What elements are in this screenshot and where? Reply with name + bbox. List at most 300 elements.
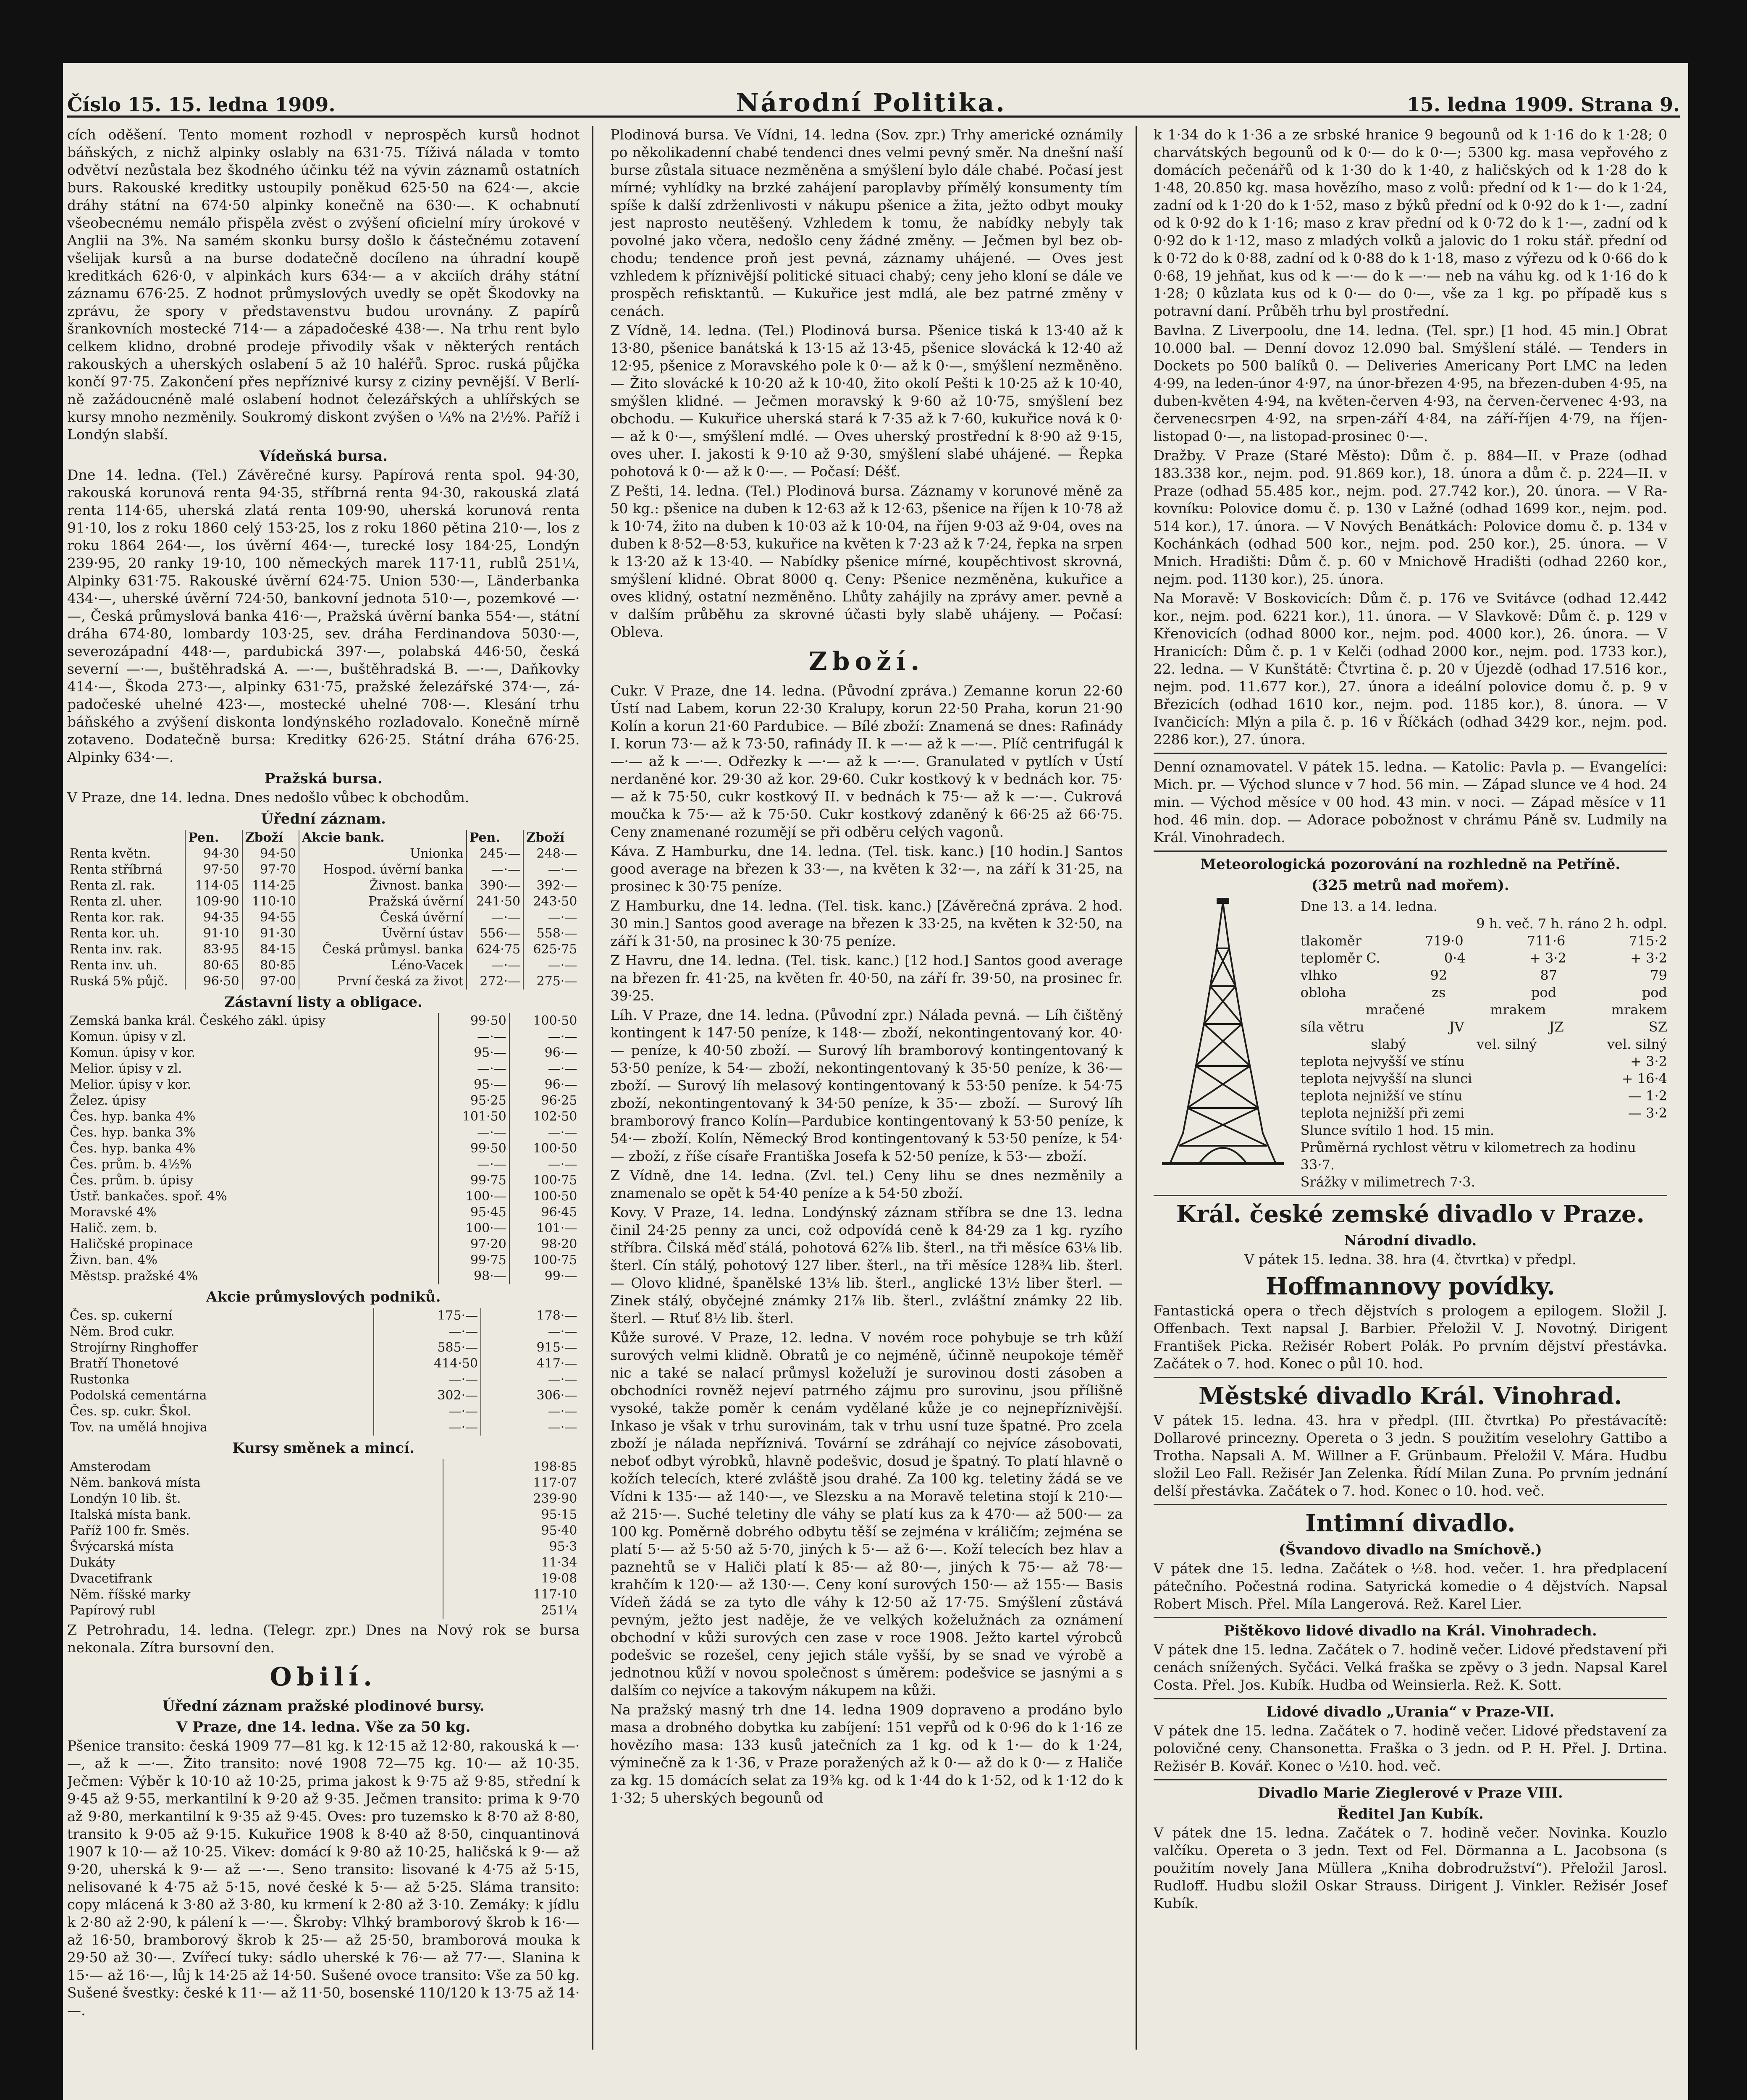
meteo-cell: mrakem	[1490, 1002, 1546, 1018]
table-row	[67, 1013, 580, 1029]
heading-industry: Akcie průmyslových podniků.	[206, 1289, 441, 1305]
table-cell: 624·75	[467, 942, 523, 958]
urania-theatre-title: Lidové divadlo „Urania“ v Praze-VII.	[1266, 1704, 1555, 1720]
table-row	[67, 1061, 580, 1077]
table-cell: 94·35	[185, 910, 242, 926]
table-cell: —·—	[438, 1029, 509, 1045]
meteo-cell: zs	[1432, 984, 1446, 1000]
table-row	[67, 1404, 580, 1420]
table-cell: 178·—	[536, 1308, 577, 1323]
table-row	[67, 1029, 580, 1045]
heading-prague-bourse: Pražská bursa.	[264, 770, 383, 787]
table-cell: 84·15	[242, 942, 299, 958]
column-3	[1154, 126, 1680, 2050]
meteo-cell: 87	[1540, 967, 1558, 983]
theatre-title: Král. české zemské divadlo v Praze.	[1176, 1200, 1645, 1228]
table-cell: —·—	[548, 958, 577, 973]
table-cell: 83·95	[185, 942, 242, 958]
table-cell: Dvacetifrank	[67, 1571, 443, 1587]
divider	[1154, 1779, 1667, 1780]
table-cell: —·—	[548, 1157, 577, 1172]
table-cell: 91·30	[242, 926, 299, 942]
table-row	[67, 1093, 580, 1109]
national-theatre: Národní divadlo.	[1344, 1232, 1477, 1249]
table-cell: 95·45	[438, 1205, 509, 1221]
table-row	[67, 1189, 580, 1205]
meteo-temp-row	[1301, 1053, 1667, 1070]
table-header-cell	[67, 830, 185, 846]
table-cell: 95·40	[541, 1523, 577, 1538]
table-cell: 97·70	[242, 862, 299, 878]
table-cell: 98·20	[541, 1237, 577, 1252]
table-cell: Něm. říšské marky	[67, 1587, 443, 1603]
meteo-data	[1301, 898, 1667, 1191]
meteo-header: 9 h. več. 7 h. ráno 2 h. odpl.	[1476, 916, 1667, 932]
pistek-theatre-title: Pištěkovo lidové divadlo na Král. Vinohradech.	[1223, 1622, 1597, 1639]
article-auctions-moravia: Na Moravě: V Boskovicích: Dům č. p. 176 ve Svitávce (odhad 12.442 kor., nejm. pod. 6221 kor.), 11. února. — V Slavkově: Dům č. p. 129 v Křenovicích (odhad 8000 kor., nejm. pod. 4000 kor.), 26. února. — V Hranicích: Dům č. p. 1 v Kelči (odhad 2000 kor., nejm. pod. 1733 kor.), 22. ledna. — V Kunštátě: Čtvrtina č. p. 20 v Újezdě (odhad 17.516 kor., nejm. pod. 11.677 kor.), 27. února a ideální polovice domu č. p. 9 v Březicích (odhad 1610 kor., nejm. pod. 1185 kor.), 8. února. — V Ivančicích: Mlýn a pila č. p. 16 v Říčkách (odhad 3429 kor., nejm. pod. 2286 kor.), 27. února.	[1153, 590, 1667, 748]
article-coffee-hamburg-2: Z Hamburku, dne 14. ledna. (Tel. tisk. kanc.) [Závěrečná zpráva. 2 hod. 30 min.] Santos good average na březen k 33·25, na květen k 32·50, na září k 31·50, na prosinec k 30·75 peníze.	[610, 898, 1123, 949]
table-cell: Čes. sp. cukr. Škol.	[67, 1404, 374, 1420]
table-cell: —·—	[548, 1029, 577, 1044]
table-cell: 80·85	[242, 958, 299, 974]
table-cell: Čes. prům. b. 4½%	[67, 1157, 438, 1173]
table-cell: —·—	[548, 862, 577, 877]
table-cell: 248·—	[536, 846, 577, 861]
table-cell: 272·—	[467, 974, 523, 990]
table-cell: Melior. úpisy v zl.	[67, 1061, 438, 1077]
article-bourse-intro: cích oděšení. Tento moment rozhodl v neprospěch kursů hodnot báňských, z nichž alpinky oslably na 631·75. Tíživá nálada v tomto odvětví nezůstala bez škodného účinku též na vývin záznamů ostatních burs. Rakouské kreditky ustoupily poněkud 625·50 na 624·—, akcie dráhy státní na 674·50 alpinky konečně na 630·—. K ochabnutí všeobecnému nemálo přispěla zvěst o zvýšení oficielní míry úrokové v Anglii na 3%. Na samém skonku bursy došlo k částečnému zotavení všelijak kursů a na burse dodatečně docíleno na úhradní koupě kreditkách 626·0, v alpinkách kurs 634·— a v akciích dráhy státní záznamu 676·25. Z hodnot průmyslových uvedly se opět Škodovky na zprávu, že spory v představenstvu budou urovnány. Z papírů šrankovních mostecké 714·— a západočeské 438·—. Na trhu rent bylo celkem klidno, drobné prodeje přivodily však v některých rentách rakouských a uherských oslabení 5 až 10 haléřů. Sproc. ruská půjčka končí 97·75. Zakončení přes nepříznivé kursy z ciziny pevnější. V Berlíně zažádoucnéně malé oslabení hodnot čelezářských a uhlířských se kursy mnoho nezměnily. Soukromý diskont zvýšen o ¼% na 2½%. Paříž i Londýn slabší.	[67, 126, 580, 443]
table-cell: 101·—	[536, 1221, 577, 1236]
meteo-cell: vlhko	[1300, 967, 1338, 983]
table-cell: 95·3	[549, 1539, 577, 1554]
table-cell: Česká průmysl. banka	[299, 942, 467, 958]
table-cell: Podolská cementárna	[67, 1388, 374, 1404]
table-row	[67, 1236, 580, 1252]
table-cell: Zemská banka král. Českého zákl. úpisy	[67, 1013, 438, 1029]
table-row	[67, 894, 580, 910]
table-cell: 243·50	[533, 894, 577, 909]
table-cell: 251¼	[540, 1603, 577, 1618]
meteo-cell: 719·0	[1425, 933, 1464, 949]
petrin-tower-illustration	[1154, 898, 1292, 1167]
table-row	[67, 1539, 580, 1555]
table-cell: Něm. Brod cukr.	[67, 1324, 374, 1340]
table-cell: Haličské propinace	[67, 1236, 438, 1252]
table-cell: Renta zl. uher.	[67, 894, 185, 910]
vinohrady-theatre-body: V pátek 15. ledna. 43. hra v předpl. (III. čtvrtka) Po přestávacítě: Dollarové princezny. Opereta o 3 jedn. S použitím veselohry Gattibo a Trotha. Napsali A. M. Willner a F. Grünbaum. Přeložil V. Mára. Hudbu složil Leo Fall. Režisér Jan Zelenka. Řídí Milan Zuna. Po prvním jednání delší přestávka. Začátek o 7. hod. Konec o 10. hod. več.	[1153, 1412, 1667, 1499]
meteo-temp-cell: teplota nejvyšší na slunci	[1300, 1071, 1472, 1087]
table-cell: Čes. sp. cukerní	[67, 1308, 374, 1324]
table-cell: 96·25	[541, 1093, 577, 1108]
table-cell: 114·05	[185, 878, 242, 894]
table-row	[67, 1308, 580, 1324]
meteo-cell: + 3·2	[1630, 950, 1667, 966]
table-cell: Čes. hyp. banka 3%	[67, 1125, 438, 1141]
table-cell: Čes. prům. b. úpisy	[67, 1173, 438, 1189]
table-row	[67, 1340, 580, 1356]
table-cell: Italská místa bank.	[67, 1507, 443, 1523]
table-cell: 556·—	[467, 926, 523, 942]
table-row	[67, 1388, 580, 1404]
table-cell: 99·—	[544, 1269, 577, 1284]
table-row	[67, 1109, 580, 1125]
table-cell: 239·90	[533, 1491, 577, 1506]
meteo-temp-cell: teplota nejvyšší ve stínu	[1300, 1053, 1465, 1069]
table-cell: 245·—	[467, 846, 523, 862]
masthead	[67, 88, 1680, 118]
meteo-temp-row	[1301, 1105, 1667, 1122]
table-cell: Čes. hyp. banka 4%	[67, 1109, 438, 1125]
table-cell: 95·25	[438, 1093, 509, 1109]
table-row	[67, 1141, 580, 1157]
table-row	[67, 1125, 580, 1141]
table-cell: Úvěrní ústav	[299, 926, 467, 942]
table-cell: 198·85	[533, 1460, 577, 1474]
table-cell: Rustonka	[67, 1372, 374, 1388]
table-cell: Ruská 5% půjč.	[67, 974, 185, 990]
table-cell: 625·75	[533, 942, 577, 957]
table-cell: 95·—	[438, 1077, 509, 1093]
table-row	[67, 1077, 580, 1093]
meteo-cell: slabý	[1371, 1036, 1406, 1052]
table-cell: 99·50	[438, 1141, 509, 1157]
column-1	[67, 126, 593, 2050]
table-row	[67, 1324, 580, 1340]
table-cell: Komun. úpisy v zl.	[67, 1029, 438, 1045]
industry-table	[67, 1308, 580, 1436]
table-cell: Komun. úpisy v kor.	[67, 1045, 438, 1061]
table-cell: 19·08	[541, 1571, 577, 1586]
table-cell: —·—	[548, 1061, 577, 1076]
article-pest-produce: Z Pešti, 14. ledna. (Tel.) Plodinová bursa. Záznamy v korunové měně za 50 kg.: pšenice na duben k 12·63 až k 12·63, pšenice na říjen k 10·78 až k 10·74, žito na duben k 10·03 až k 10·04, na říjen 9·03 až 9·04, oves na duben k 8·52—8·53, kukuřice na květen k 7·23 až k 7·24, řepka na srpen k 13·20 až k 13·40. — Nabídky pšenice mírné, koupěchtivost skrovná, smýšlení klidné. Obrat 8000 q. Ceny: Pšenice nezměněna, kukuřice a oves klidný, ostatní nezměněno. Lhůty zahájily na zprávy amer. pevně a v dalším průběhu za skrovné účasti byly slabě uhájeny. — Počasí: Obleva.	[610, 483, 1123, 640]
divider	[1154, 850, 1667, 852]
table-header-cell: Pen.	[185, 830, 242, 846]
meteo-cell: SZ	[1648, 1019, 1667, 1035]
article-vienna-produce: Plodinová bursa. Ve Vídni, 14. ledna (Sov. zpr.) Trhy americké oznámily po několikadenní chabé tendenci dnes velmi pevný směr. Na dnešní naší burse zůstala situace nezměněna a smýšlení bylo dále chabé. Počasí jest mírné; vyhlídky na brzké zahájení paroplavby přímělý konsumenty tím spíše k další zdrženlivosti v nákupu pšenice a žita, ježto odbyt mouky jest naprosto neutěšený. Vzhledem k tomu, že nabídky nebyly tak povolné jako včera, nedošlo ceny žádné změny. — Ječmen byl bez obchodu; tendence proň jest pevná, záznamy uhájené. — Oves jest vzhledem k příznivější politické situaci chabý; ceny jeho kloní se dále ve prospěch refisktantů. — Kukuřice jest mdlá, ale bez patrné změny v cenách.	[610, 126, 1123, 319]
meteo-row	[1301, 932, 1667, 950]
table-cell: 91·10	[185, 926, 242, 942]
divider	[1154, 1377, 1667, 1378]
urania-theatre-body: V pátek dne 15. ledna. Začátek o 7. hodině večer. Lidové představení za polovičné ceny. Chansonetta. Fraška o 3 jedn. od P. H. Přel. J. Drtina. Režisér B. Kovář. Konec o ½10. hod. več.	[1153, 1722, 1667, 1774]
meteo-temp-cell: + 16·4	[1621, 1071, 1667, 1087]
heading-vienna-bourse: Vídeňská bursa.	[259, 448, 388, 465]
table-cell: —·—	[438, 1157, 509, 1173]
table-cell: 102·50	[533, 1109, 577, 1124]
article-sugar: Cukr. V Praze, dne 14. ledna. (Původní zpráva.) Zemanne korun 22·60 Ústí nad Labem, korun 22·30 Kralupy, korun 22·50 Praha, korun 21·90 Kolín a korun 21·60 Pardubice. — Bílé zboží: Znamená se dnes: Rafinády I. korun 73·— až k 73·50, rafinády II. k —·— až k —·—. Plíč centrifugál k —·— až k —·—. Odřezky k —·— až k —·—. Granulated v pytlích v Ústí nerdaněné kor. 29·30 až kor. 29·60. Cukr kostkový k v bednách kor. 75·— až k 75·50, cukr kostkový II. v bednách k 75·— až k —·—. Cukrová moučka k 75·— až k 75·50. Cukr kostkový zdaněný k 66·25 až 66·75. Ceny znamenané rozumějí se při odběru celých vagonů.	[610, 682, 1123, 840]
table-cell: Papírový rubl	[67, 1603, 443, 1619]
table-cell: 101·50	[438, 1109, 509, 1125]
table-cell: —·—	[548, 1372, 577, 1387]
table-cell: Hospod. úvěrní banka	[299, 862, 467, 878]
pistek-theatre-body: V pátek dne 15. ledna. Začátek o 7. hodině večer. Lidové představení při cenách snížených. Syčáci. Velká fraška se zpěvy o 3 jedn. Napsal Karel Costa. Přel. Jos. Kubík. Hudba od Weinsierla. Rež. K. Sott.	[1153, 1641, 1667, 1693]
exchange-table	[67, 1459, 580, 1619]
play-title: Hoffmannovy povídky.	[1265, 1273, 1555, 1300]
table-cell: 99·75	[438, 1173, 509, 1189]
table-row	[67, 1268, 580, 1284]
table-cell: První česká za život	[299, 974, 467, 990]
play-description: Fantastická opera o třech dějstvích s prologem a epilogem. Složil J. Offenbach. Text napsal J. Barbier. Přeložil V. J. Novotný. Dirigent František Picka. Režisér Robert Polák. Po prvním dějství přestávka. Začátek o 7. hod. Konec o půl 10. hod.	[1153, 1302, 1667, 1372]
table-row	[67, 958, 580, 974]
table-cell: Renta inv. uh.	[67, 958, 185, 974]
meteo-cell: obloha	[1300, 984, 1346, 1000]
meteo-row	[1301, 967, 1667, 984]
meteo-temp-cell: + 3·2	[1630, 1053, 1667, 1069]
table-row	[67, 1045, 580, 1061]
meteo-cell: 715·2	[1629, 933, 1667, 949]
meteo-row	[1301, 1018, 1667, 1036]
table-row	[67, 1491, 580, 1507]
meteo-sun: Slunce svítilo 1 hod. 15 min.	[1300, 1122, 1495, 1138]
table-cell: 109·90	[185, 894, 242, 910]
table-cell: 114·25	[242, 878, 299, 894]
table-row	[67, 878, 580, 894]
table-cell: Paříž 100 fr. Směs.	[67, 1523, 443, 1539]
table-cell: —·—	[438, 1125, 509, 1141]
table-cell: 100·50	[533, 1141, 577, 1156]
meteo-cell: mrakem	[1611, 1002, 1667, 1018]
meteo-row	[1301, 950, 1667, 967]
divider	[1154, 1698, 1667, 1699]
table-cell: 97·20	[438, 1236, 509, 1252]
columns	[67, 126, 1680, 2050]
meteo-cell: 79	[1650, 967, 1667, 983]
article-hides: Kůže surové. V Praze, 12. ledna. V novém roce pohybuje se trh kůží surových velmi klidně. Obratů je co nejméně, účinně neupokoje téměř nic a také se nalací průmysl koželuží je surovinou dosti zásoben a obchodníci rovněž nejeví patrného zájmu pro surovinu, jsou přílišně vysoké, takže poměr k cenám vydělané kůže je co nejnepříznivější. Inkaso je však v trhu surovinám, tak v trhu usní tuze špatné. Pro zcela zboží je nálada nepříznivá. Tovární se zdráhají co nejvíce zásobovati, neboť odbyt výrobků, hlavně podešvic, dosud je špatný. To platí hlavně o kožích telecích, které zvláště jsou drahé. Za 100 kg. teletiny žádá se ve Vídni k 135·— až 140·—, ve Slezsku a na Moravě teletina stojí k 210·— až 215·—. Suché teletiny dle váhy se platí kus za k 470·— až 500·— za 100 kg. Poměrně dobrého odbytu těší se zejména v králičím; zejména se platí 5·— až 5·50 až 5·70, jiných k 5·— až 6·—. Koží telecích bez hlav a paznehtů se v Haliči platí k 85·— až 80·—, jiných k 75·— až 78·— krahčím k 120·— až 130·—. Ceny koní surových 150·— až 155·— Basis Vídeň žádá se za tyto dle váhy k 12·50 až 17·75. Smýšlení zůstává pevným, ježto jest naděje, že ve velkých koželužnách za oznámení obchodní v kůži surových cen zase v roce 1908. Ježto kartel výrobců podešvic se rozešel, ceny jejich stále vyšší, by se snad ve výrobě a jednotnou kůží v novou společnost s úměrem: podešvice se jasnými a s dalším co nejvíce a takovým nákupem na kůži.	[610, 1329, 1123, 1698]
table-cell: 390·—	[467, 878, 523, 894]
table-row	[67, 1252, 580, 1268]
table-cell: 100·50	[533, 1189, 577, 1204]
table-cell: 110·10	[242, 894, 299, 910]
table-cell: Renta květn.	[67, 846, 185, 862]
meteo-block	[1154, 898, 1667, 1191]
meteo-row	[1301, 1001, 1667, 1018]
table-cell: 95·15	[541, 1507, 577, 1522]
meteo-cell: vel. silný	[1607, 1036, 1667, 1052]
intimate-theatre-title: Intimní divadlo.	[1305, 1509, 1516, 1537]
divider	[1154, 1617, 1667, 1618]
table-cell: —·—	[374, 1372, 481, 1388]
table-cell: 97·50	[185, 862, 242, 878]
table-cell: Dukáty	[67, 1555, 443, 1571]
table-cell: 96·45	[541, 1205, 577, 1220]
table-cell: 94·30	[185, 846, 242, 862]
table-cell: 100·50	[533, 1013, 577, 1028]
table-cell: 95·—	[438, 1045, 509, 1061]
meteo-temp-cell: teplota nejnižší při zemi	[1300, 1105, 1465, 1121]
meteo-temp-cell: — 1·2	[1628, 1088, 1667, 1104]
article-cotton: Bavlna. Z Liverpoolu, dne 14. ledna. (Tel. spr.) [1 hod. 45 min.] Obrat 10.000 bal. — Denní dovoz 12.090 bal. Smýšlení stálé. — Tenders in Dockets po 500 balíků 0. — Deliveries Americany Port LMC na leden 4·99, na leden-únor 4·97, na únor-březen 4·95, na březen-duben 4·95, na duben-květen 4·94, na květen-červen 4·93, na červen-červenec 4·93, na červenecsrpen 4·92, na srpen-září 4·84, na září-říjen 4·79, na říjen-listopad 0·—, na listopad-prosinec 0·—.	[1153, 322, 1667, 444]
table-cell: 11·34	[541, 1555, 577, 1570]
column-2	[610, 126, 1136, 2050]
table-cell: —·—	[548, 1324, 577, 1339]
table-cell: —·—	[374, 1404, 481, 1420]
meteo-temp-cell: teplota nejnižší ve stínu	[1300, 1088, 1463, 1104]
table-cell: Moravské 4%	[67, 1205, 438, 1221]
table-row	[67, 846, 580, 862]
table-cell: 306·—	[536, 1388, 577, 1403]
article-prague-bourse: V Praze, dne 14. ledna. Dnes nedošlo vůbec k obchodům.	[67, 789, 470, 806]
article-vienna-produce-tel: Z Vídně, 14. ledna. (Tel.) Plodinová bursa. Pšenice tiská k 13·40 až k 13·80, pšenice banátská k 13·15 až 13·45, pšenice slovácká k 12·40 až 12·95, pšenice z Moravského pole k 0·— až k 0·—, smýšlení nezměněno. — Žito slovácké k 10·20 až k 10·40, žito okolí Pešti k 10·25 až k 10·40, smýšlen klidné. — Ječmen moravský k 9·60 až 10·75, smýšlení bez obchodu. — Kukuřice uherská stará k 7·35 až k 7·60, kukuřice nová k 0·— až k 0·—, smýšlení mdlé. — Oves uherský prostřední k 8·90 až 9·15, oves uher. I. jakosti k 9·10 až 9·30, smýšlení slabé uhájené. — Řepka pohotová k 0·— až k 0·—. — Počasí: Déšť.	[610, 322, 1123, 480]
table-cell: 80·65	[185, 958, 242, 974]
table-cell: 99·75	[438, 1252, 509, 1268]
table-cell: Čes. hyp. banka 4%	[67, 1141, 438, 1157]
meteo-title: Meteorologická pozorování na rozhledně na Petříně.	[1200, 856, 1621, 873]
table-row	[67, 974, 580, 990]
ziegler-theatre-subtitle: Ředitel Jan Kubík.	[1337, 1806, 1484, 1822]
table-cell: 100·—	[438, 1221, 509, 1236]
theatre-date: V pátek 15. ledna. 38. hra (4. čtvrtka) v předpl.	[1244, 1251, 1576, 1268]
meteo-cell: JV	[1449, 1019, 1464, 1035]
rates-table	[67, 830, 580, 990]
table-cell: 275·—	[536, 974, 577, 989]
heading-bonds: Zástavní listy a obligace.	[224, 994, 422, 1011]
page-number: 15. ledna 1909. Strana 9.	[1406, 93, 1680, 116]
meteo-date: Dne 13. a 14. ledna.	[1300, 898, 1437, 914]
divider	[1154, 1195, 1667, 1196]
table-row	[67, 1523, 580, 1539]
vinohrady-theatre-title: Městské divadlo Král. Vinohrad.	[1198, 1382, 1622, 1410]
table-cell: Renta zl. rak.	[67, 878, 185, 894]
article-spirits-vienna: Z Vídně, dne 14. ledna. (Zvl. tel.) Ceny lihu se dnes nezměnily a znamenalo se opět k 54·40 peníze a k 54·50 zboží.	[610, 1167, 1123, 1201]
table-row	[67, 1507, 580, 1523]
table-header-cell: Pen.	[467, 830, 523, 846]
table-cell: 117·10	[533, 1587, 577, 1602]
heading-official-record: Úřední záznam.	[261, 811, 386, 827]
meteo-row	[1301, 1036, 1667, 1053]
intimate-theatre-subtitle: (Švandovo divadlo na Smíchově.)	[1278, 1541, 1542, 1558]
table-cell: Renta stříbrná	[67, 862, 185, 878]
table-cell: Ústř. bankačes. spoř. 4%	[67, 1189, 438, 1205]
table-header-row	[67, 830, 580, 846]
article-auctions: Dražby. V Praze (Staré Město): Dům č. p. 884—II. v Praze (odhad 183.338 kor., nejm. pod. 91.869 kor.), 18. února a dům č. p. 224—II. v Praze (odhad 55.485 kor., nejm. pod. 27.742 kor.), 20. února. — V Rakovníku: Polovice domu č. p. 130 v Lažné (odhad 1699 kor., nejm. pod. 514 kor.), 17. února. — V Nových Benátkách: Polovice domu č. p. 134 v Kochánkách (odhad 500 kor., nejm. pod. 250 kor.), 25. února. — V Mnich. Hradišti: Dům č. p. 60 v Mnichově Hradišti (odhad 2260 kor., nejm. pod. 1130 kor.), 25. února.	[1153, 447, 1667, 587]
table-cell: 97·00	[242, 974, 299, 990]
meteo-row	[1301, 984, 1667, 1001]
meteo-cell: + 3·2	[1529, 950, 1566, 966]
meteo-cell: teploměr C.	[1300, 950, 1380, 966]
table-row	[67, 1356, 580, 1372]
table-row	[67, 1603, 580, 1619]
table-cell: —·—	[548, 1420, 577, 1435]
article-meat-market: Na pražský masný trh dne 14. ledna 1909 dopraveno a prodáno bylo masa a drobného dobytka ku zabíjení: 151 vepřů od k 0·96 do k 1·16 ze hovězího masa: 133 kusů jatečních za 1 kg. od k 1·— do k 1·24, výminečně za k 1·36, v Praze poražených až k 0·— až do k 0·— z Haliče za kg. 15 domácích selat za 19⅜ kg. od k 1·44 do k 1·52, od k 1·12 do k 1·32; 5 uherských begounů od	[610, 1701, 1123, 1806]
table-row	[67, 1205, 580, 1221]
table-row	[67, 1157, 580, 1173]
heading-exchange: Kursy směnek a mincí.	[232, 1440, 414, 1457]
table-cell: Živnost. banka	[299, 878, 467, 894]
meteo-cell: JZ	[1549, 1019, 1564, 1035]
newspaper-title: Národní Politika.	[736, 88, 1006, 118]
meteo-wind: Průměrná rychlost větru v kilometrech za hodinu 33·7.	[1300, 1139, 1636, 1173]
meteo-temp-row	[1301, 1070, 1667, 1087]
table-cell: Česká úvěrní	[299, 910, 467, 926]
meteo-cell: 711·6	[1527, 933, 1566, 949]
table-cell: 96·—	[544, 1077, 577, 1092]
table-cell: Strojírny Ringhoffer	[67, 1340, 374, 1356]
table-cell: Něm. banková místa	[67, 1475, 443, 1491]
meteo-cell: pod	[1531, 984, 1557, 1000]
table-cell: 585·—	[374, 1340, 481, 1356]
table-cell: Renta kor. rak.	[67, 910, 185, 926]
table-cell: 96·50	[185, 974, 242, 990]
meteo-cell: 0·4	[1444, 950, 1466, 966]
table-cell: 100·—	[438, 1189, 509, 1205]
table-cell: Želez. úpisy	[67, 1093, 438, 1109]
table-row	[67, 1420, 580, 1436]
meteo-cell: vel. silný	[1477, 1036, 1537, 1052]
table-cell: 117·07	[533, 1475, 577, 1490]
article-vienna-bourse: Dne 14. ledna. (Tel.) Závěrečné kursy. Papírová renta spol. 94·30, rakouská korunová renta 94·35, stříbrná renta 94·30, rakouská zlatá renta 114·65, uherská zlatá renta 109·90, uherská korunová renta 91·10, los z roku 1860 celý 153·25, los z roku 1860 pětina 210·—, los z roku 1864 264·—, los úvěrní 464·—, turecké losy 184·25, Londýn 239·95, 20 ranky 19·10, 100 německých marek 117·11, rublů 251¼, Alpinky 631·75. Rakouské úvěrní 624·75. Union 530·—, Länderbanka 434·—, uherské úvěrní 724·50, bankovní jednota 510·—, pozemkové —·—, Česká průmyslová banka 416·—, Pražská úvěrní banka 554·—, státní dráha 674·80, lombardy 103·25, sev. dráha Ferdinandova 5030·—, severozápadní 448·—, pardubická 397·—, polabská 446·50, česká severní —·—, buštěhradská A. —·—, buštěhradská B. —·—, Daňkovky 414·—, Škoda 273·—, alpinky 631·75, pražské železářské 374·—, západočeské uhelné 423·—, mostecké uhelné 708·—. Klesání trhu báňského a zvýšení diskonta londýnského rozladovalo. Konečně mírně zotaveno. Dodatečně bursa: Kreditky 626·25. Státní dráha 676·25. Alpinky 634·—.	[67, 467, 580, 765]
ziegler-theatre-title: Divadlo Marie Zieglerové v Praze VIII.	[1257, 1785, 1563, 1801]
section-grain: Obilí.	[270, 1662, 377, 1692]
meteo-cell: pod	[1642, 984, 1667, 1000]
meteo-subtitle: (325 metrů nad mořem).	[1311, 877, 1509, 894]
daily-notice: Denní oznamovatel. V pátek 15. ledna. — Katolic: Pavla p. — Evangelíci: Mich. pr. — Východ slunce v 7 hod. 56 min. — Západ slunce ve 4 hod. 24 min. — Východ měsíce v 00 hod. 43 min. v noci. — Západ měsíce v 11 hod. 46 min. dop. — Adorace pobožnost v chrámu Páně sv. Ludmily na Král. Vinohradech.	[1153, 759, 1667, 845]
meteo-temp-cell: — 3·2	[1628, 1105, 1667, 1121]
table-cell: Tov. na umělá hnojiva	[67, 1420, 374, 1436]
table-cell: 417·—	[536, 1356, 577, 1371]
meteo-cell: 92	[1430, 967, 1448, 983]
meteo-temp-row	[1301, 1087, 1667, 1105]
article-coffee-hamburg-1: Káva. Z Hamburku, dne 14. ledna. (Tel. tisk. kanc.) [10 hodin.] Santos good average na březen k 33·—, na květen k 32·—, na září k 31·25, na prosinec k 30·75 peníze.	[610, 843, 1123, 895]
table-cell: —·—	[467, 910, 523, 926]
table-cell: Švýcarská místa	[67, 1539, 443, 1555]
intimate-theatre-body: V pátek dne 15. ledna. Začátek o ½8. hod. večer. 1. hra předplacení pátečního. Počestná rodina. Satyrická komedie o 4 dějstvích. Napsal Robert Misch. Přel. Míla Langerová. Rež. Karel Lier.	[1153, 1560, 1667, 1612]
table-cell: 99·50	[438, 1013, 509, 1029]
table-cell: 558·—	[536, 926, 577, 941]
table-header-cell: Akcie bank.	[299, 830, 467, 846]
table-row	[67, 910, 580, 926]
table-cell: Pražská úvěrní	[299, 894, 467, 910]
table-row	[67, 1372, 580, 1388]
divider	[1154, 753, 1667, 754]
table-cell: 98·—	[438, 1268, 509, 1284]
article-coffee-havre: Z Havru, dne 14. ledna. (Tel. tisk. kanc.) [12 hod.] Santos good average na březen fr. 41·25, na květen fr. 40·50, na září fr. 39·50, na prosinec fr. 39·25.	[610, 952, 1123, 1004]
table-cell: —·—	[548, 1404, 577, 1419]
table-row	[67, 1221, 580, 1236]
table-cell: Živn. ban. 4%	[67, 1252, 438, 1268]
table-cell: 302·—	[374, 1388, 481, 1404]
table-cell: Unionka	[299, 846, 467, 862]
table-cell: —·—	[374, 1420, 481, 1436]
section-goods: Zboží.	[808, 647, 925, 676]
table-cell: —·—	[374, 1324, 481, 1340]
article-metals: Kovy. V Praze, 14. ledna. Londýnský záznam stříbra se dne 13. ledna činil 24·25 penny za unci, což odpovídá ceně k 84·29 za 1 kg. ryzího stříbra. Čilská měď stálá, pohotová 62⅞ lib. šterl., na tři měsíce 63⅛ lib. šterl. Cín stálý, pohotový 127 liber. šterl., na tři měsíce 128¾ lib. šterl. — Olovo klidné, španělské 13⅛ lib. šterl., anglické 13½ liber šterl. — Zinek stálý, obyčejné známky 21⅞ lib. šterl., zvláštní známky 22 lib. šterl. — Rtuť 8½ lib. šterl.	[610, 1204, 1123, 1326]
table-cell: 94·50	[242, 846, 299, 862]
article-petersburg: Z Petrohradu, 14. ledna. (Telegr. zpr.) Dnes na Nový rok se bursa nekonala. Zítra bursovní den.	[67, 1622, 580, 1656]
meteo-cell: mračené	[1365, 1002, 1425, 1018]
table-cell: 100·75	[533, 1173, 577, 1188]
article-spirits: Líh. V Praze, dne 14. ledna. (Původní zpr.) Nálada pevná. — Líh čištěný kontingent k 147·50 peníze, k 148·— zboží, nekontingentovaný kor. 40·— peníze, k 40·50 zboží. — Surový líh bramborový kontingentovaný k 53·50 peníze, k 54·— zboží, nekontingentovaný k 35·50 peníze, k 36·— zboží. — Surový líh melasový kontingentovaný k 53·50 peníze. k 54·75 zboží, nekontingentovaný k 34·50 peníze, k 35·— zboží. — Surový líh bramborový franco Kolín—Pardubice kontingentovaný k 53·50 peníze, k 54·— zboží. Kolín, Německý Brod kontingentovaný k 53·50 peníze, k 54·— zboží, z říše císaře Františka Josefa k 52·50 peníze, k 53·— zboží.	[610, 1007, 1123, 1164]
table-row	[67, 1173, 580, 1189]
table-cell: 915·—	[536, 1340, 577, 1355]
ziegler-theatre-body: V pátek dne 15. ledna. Začátek o 7. hodině večer. Novinka. Kouzlo valčíku. Opereta o 3 jedn. Text od Fel. Dörmanna a L. Jacobsona (s použitím novely Jana Müllera „Kniha dobrodružství“). Přeložil Jarosl. Rudloff. Hudbu složil Oskar Strauss. Dirigent J. Vinkler. Režisér Josef Kubík.	[1153, 1824, 1667, 1911]
divider	[1154, 1504, 1667, 1505]
table-cell: Léno-Vacek	[299, 958, 467, 974]
article-meat-market-cont: k 1·34 do k 1·36 a ze srbské hranice 9 begounů od k 1·16 do k 1·28; 0 charvátských begounů od k 0·— do k 0·—; 5300 kg. masa vepřového z domácích pečenářů od k 1·30 do k 1·40, z haličských od k 1·28 do k 1·48, 20.850 kg. masa hovězího, maso z volů: přední od k 1·— do k 1·24, zadní od k 1·20 do k 1·52, maso z býků přední od k 0·92 do k 1·—, zadní od k 0·92 do k 1·16; maso z krav přední od k 0·72 do k 1·—, zadní od k 0·92 do k 1·12, maso z mladých volků a jalovic do 1 roku stář. přední od k 0·72 do k 0·88, zadní od k 0·88 do k 1·18, maso z výřezu od k 0·66 do k 0·68, 19 jehňat, kus od k —·— do k —·— neb na váhu kg. od k 1·16 do k 1·28; 0 kůzlata kus od k 0·— do 0·—, vše za 1 kg. po případě kus s potravní daní. Průběh trhu byl prostřední.	[1153, 126, 1667, 319]
table-cell: —·—	[548, 910, 577, 925]
meteo-rain: Srážky v milimetrech 7·3.	[1300, 1174, 1475, 1190]
table-cell: 241·50	[467, 894, 523, 910]
table-cell: Městsp. pražské 4%	[67, 1268, 438, 1284]
meteo-cell: tlakoměr	[1300, 933, 1362, 949]
table-row	[67, 862, 580, 878]
table-cell: Bratří Thonetové	[67, 1356, 374, 1372]
meteo-cell: síla větru	[1300, 1019, 1364, 1035]
table-cell: —·—	[438, 1061, 509, 1077]
table-row	[67, 1571, 580, 1587]
table-cell: Amsterodam	[67, 1459, 443, 1475]
heading-grain-official: Úřední záznam pražské plodinové bursy.	[162, 1698, 485, 1714]
table-cell: 94·55	[242, 910, 299, 926]
table-cell: —·—	[467, 862, 523, 878]
